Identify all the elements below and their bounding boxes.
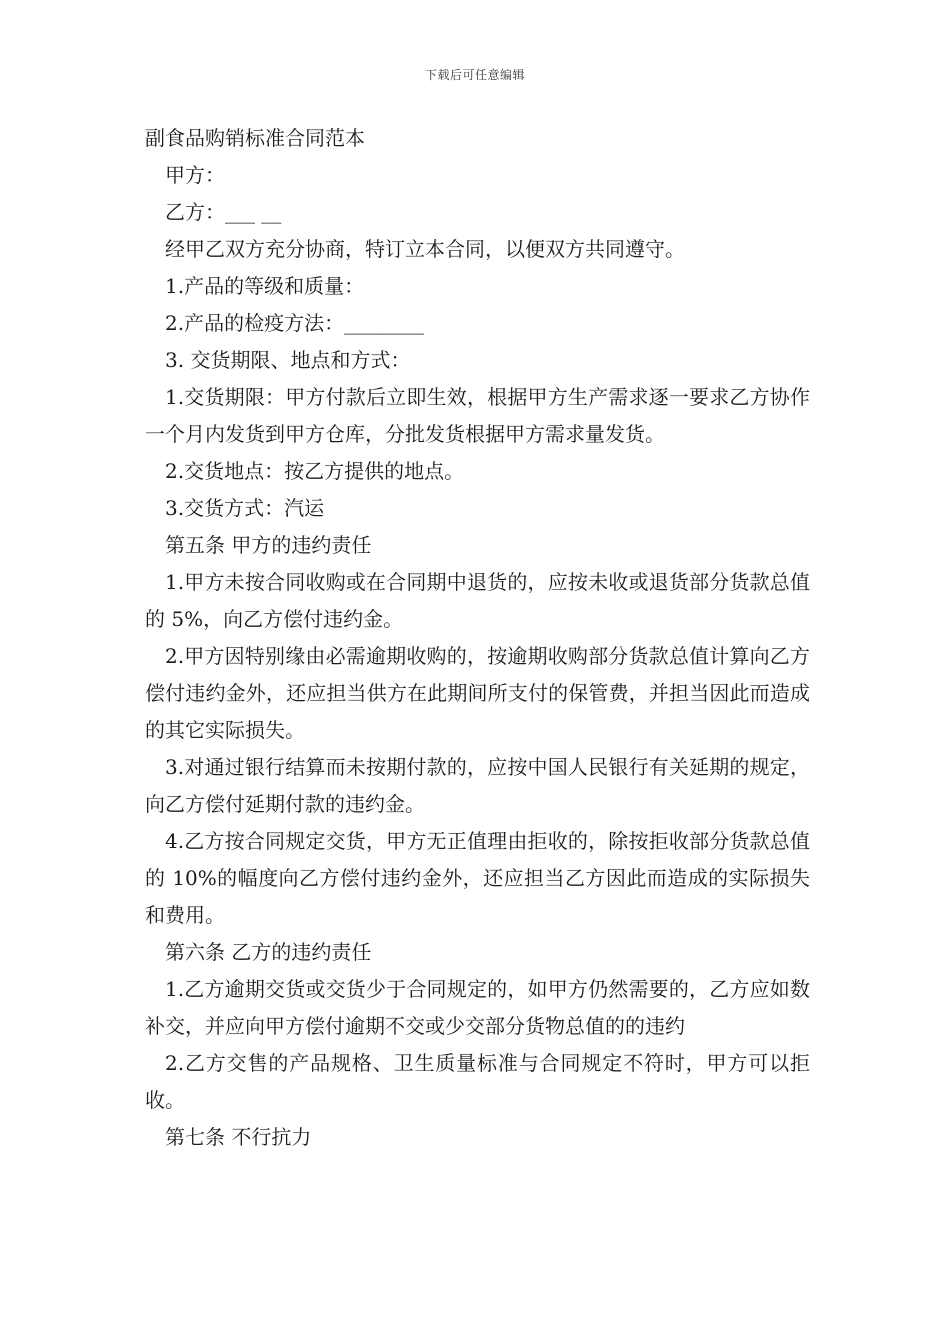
document-body — [145, 120, 810, 1156]
preamble-paragraph: 经甲乙双方充分协商，特订立本合同，以便双方共同遵守。 — [165, 237, 685, 261]
article-five-item-3: 3.对通过银行结算而未按期付款的，应按中国人民银行有关延期的规定，向乙方偿付延期付款的违约金。 — [145, 755, 810, 816]
article-five-heading: 第五条 甲方的违约责任 — [165, 533, 372, 557]
article-five-item-4: 4.乙方按合同规定交货，甲方无正值理由拒收的，除按拒收部分货款总值的 10%的幅度向乙方偿付违约金外，还应担当乙方因此而造成的实际损失和费用。 — [145, 829, 810, 927]
delivery-term-paragraph: 1.交货期限：甲方付款后立即生效，根据甲方生产需求逐一要求乙方协作一个月内发货到甲方仓库，分批发货根据甲方需求量发货。 — [145, 385, 810, 446]
party-a-line: 甲方： — [165, 163, 225, 187]
delivery-location-paragraph: 2.交货地点：按乙方提供的地点。 — [165, 459, 465, 483]
article-seven-heading: 第七条 不行抗力 — [165, 1125, 312, 1149]
article-five-item-1: 1.甲方未按合同收购或在合同期中退货的，应按未收或退货部分货款总值的 5%，向乙方偿付违约金。 — [145, 570, 810, 631]
clause-delivery-heading: 3. 交货期限、地点和方式： — [165, 348, 411, 372]
page-header: 下载后可任意编辑 — [424, 68, 525, 82]
article-six-heading: 第六条 乙方的违约责任 — [165, 940, 372, 964]
clause-inspection-method: 2.产品的检疫方法：________ — [165, 311, 425, 335]
article-six-item-1: 1.乙方逾期交货或交货少于合同规定的，如甲方仍然需要的，乙方应如数补交，并应向甲方偿付逾期不交或少交部分货物总值的的违约 — [145, 977, 810, 1038]
clause-grade-quality: 1.产品的等级和质量： — [165, 274, 365, 298]
document-title: 副食品购销标准合同范本 — [145, 126, 365, 150]
party-b-line: 乙方：___ __ — [165, 200, 282, 224]
article-five-item-2: 2.甲方因特别缘由必需逾期收购的，按逾期收购部分货款总值计算向乙方偿付违约金外，还应担当供方在此期间所支付的保管费，并担当因此而造成的其它实际损失。 — [145, 644, 810, 742]
article-six-item-2: 2.乙方交售的产品规格、卫生质量标准与合同规定不符时，甲方可以拒收。 — [145, 1051, 810, 1112]
delivery-method-paragraph: 3.交货方式：汽运 — [165, 496, 325, 520]
